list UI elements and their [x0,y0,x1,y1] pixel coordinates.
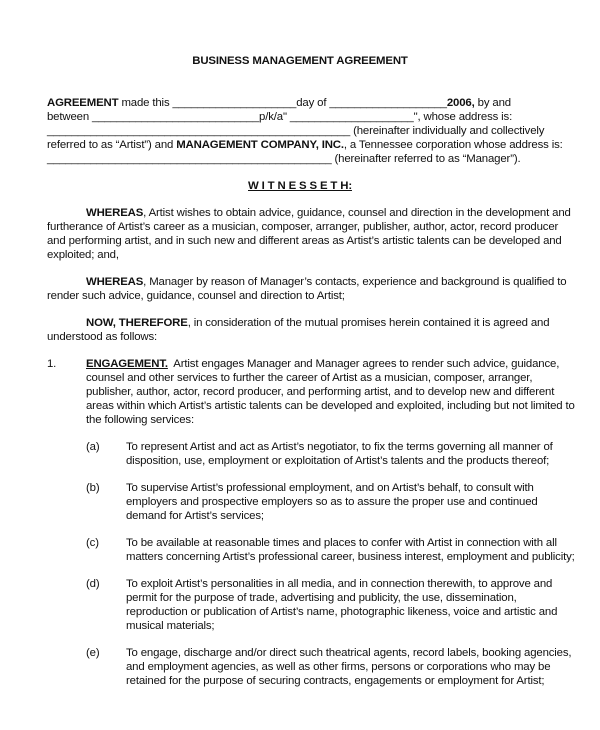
whereas-1-line-4: exploited; and, [47,249,119,261]
item-b-label: (b) [86,482,100,494]
item-e-label: (e) [86,647,100,659]
therefore-text: , in consideration of the mutual promises herein contained it is agreed and [187,317,550,329]
therefore-lead: NOW, THEREFORE [86,317,188,329]
item-d-line: musical materials; [126,620,215,632]
company-address-text: , a Tennessee corporation whose address is: [343,139,563,151]
preamble-line-2: between ___________________________p/k/a" ____________________", whose address is: [47,111,513,123]
item-b-line: To supervise Artist’s professional employment, and on Artist’s behalf, to consult with [126,482,534,494]
item-e-line: and employment agencies, as well as other firms, persons or corporations who may be [126,661,551,673]
section-1-number: 1. [47,358,57,370]
section-1-line-5: the following services: [86,414,194,426]
whereas-1-line-1 [86,207,571,220]
item-e-line: To engage, discharge and/or direct such theatrical agents, record labels, booking agencies, [126,647,572,659]
item-d-line: To exploit Artist’s personalities in all media, and in connection therewith, to approve and [126,578,553,590]
item-c-label: (c) [86,537,99,549]
artist-reference: referred to as “Artist”) and [47,139,177,151]
whereas-1-text: , Artist wishes to obtain advice, guidance, counsel and direction in the development and [143,207,571,219]
whereas-2-lead: WHEREAS [86,276,144,288]
section-1-line-3: publisher, author, actor, record producer, and performing artist, and to develop new and different [86,386,555,398]
company-name: MANAGEMENT COMPANY, INC. [176,139,344,151]
item-d-line: reproduction or publication of Artist’s name, photographic likeness, voice and artistic and [126,606,558,618]
therefore-line-1 [86,317,549,330]
preamble-line-3: _________________________________________________ (hereinafter individually and collectively [47,125,545,137]
item-d-line: permit for the purpose of trade, advertising and publicity, the use, dissemination, [126,592,517,604]
whereas-2-line-1 [86,276,566,289]
item-c-line: matters concerning Artist’s professional career, business interest, employment and publicity; [126,551,575,563]
therefore-line-2: understood as follows: [47,331,158,343]
whereas-2-line-2: render such advice, guidance, counsel and direction to Artist; [47,290,345,302]
whereas-2-text: , Manager by reason of Manager’s contacts, experience and background is qualified to [143,276,567,288]
whereas-1-line-2: furtherance of Artist’s career as a musician, composer, arranger, publisher, author, actor, record producer [47,221,559,233]
item-a-line: disposition, use, employment or exploitation of Artist’s talents and the products thereof; [126,455,550,467]
item-b-line: demand for Artist’s services; [126,510,264,522]
item-d-label: (d) [86,578,100,590]
section-1-line-4: areas within which Artist’s artistic talents can be developed and exploited, including but not limited to [86,400,575,412]
preamble-line-4 [47,139,563,152]
whereas-1-line-3: and performing artist, and in such new and different areas as Artist’s artistic talents can be developed and [47,235,562,247]
agreement-year: 2006, [446,97,475,109]
item-b-line: employers and prospective employers so as to assure the proper use and continued [126,496,538,508]
section-1-text: Artist engages Manager and Manager agrees to render such advice, guidance, [167,358,560,370]
item-c-line: To be available at reasonable times and places to confer with Artist in connection with all [126,537,557,549]
preamble-line-5: ______________________________________________ (hereinafter referred to as “Manager”). [47,153,521,165]
witnesseth-heading: W I T N E S S E T H: [248,180,352,192]
preamble-line-1 [47,97,511,110]
section-1-heading: ENGAGEMENT. [86,358,168,370]
agreement-label: AGREEMENT [47,97,119,109]
document-title: BUSINESS MANAGEMENT AGREEMENT [192,55,408,67]
preamble-by-and: by and [474,97,511,109]
preamble-made-text: made this ____________________day of ___________________ [118,97,447,109]
whereas-1-lead: WHEREAS [86,207,144,219]
section-1-line-2: counsel and other services to further the career of Artist as a musician, composer, arranger, [86,372,533,384]
item-a-line: To represent Artist and act as Artist’s negotiator, to fix the terms governing all manner of [126,441,553,453]
item-e-line: retained for the purpose of securing contracts, engagements or employment for Artist; [126,675,545,687]
section-1-line-1 [86,358,559,371]
item-a-label: (a) [86,441,100,453]
